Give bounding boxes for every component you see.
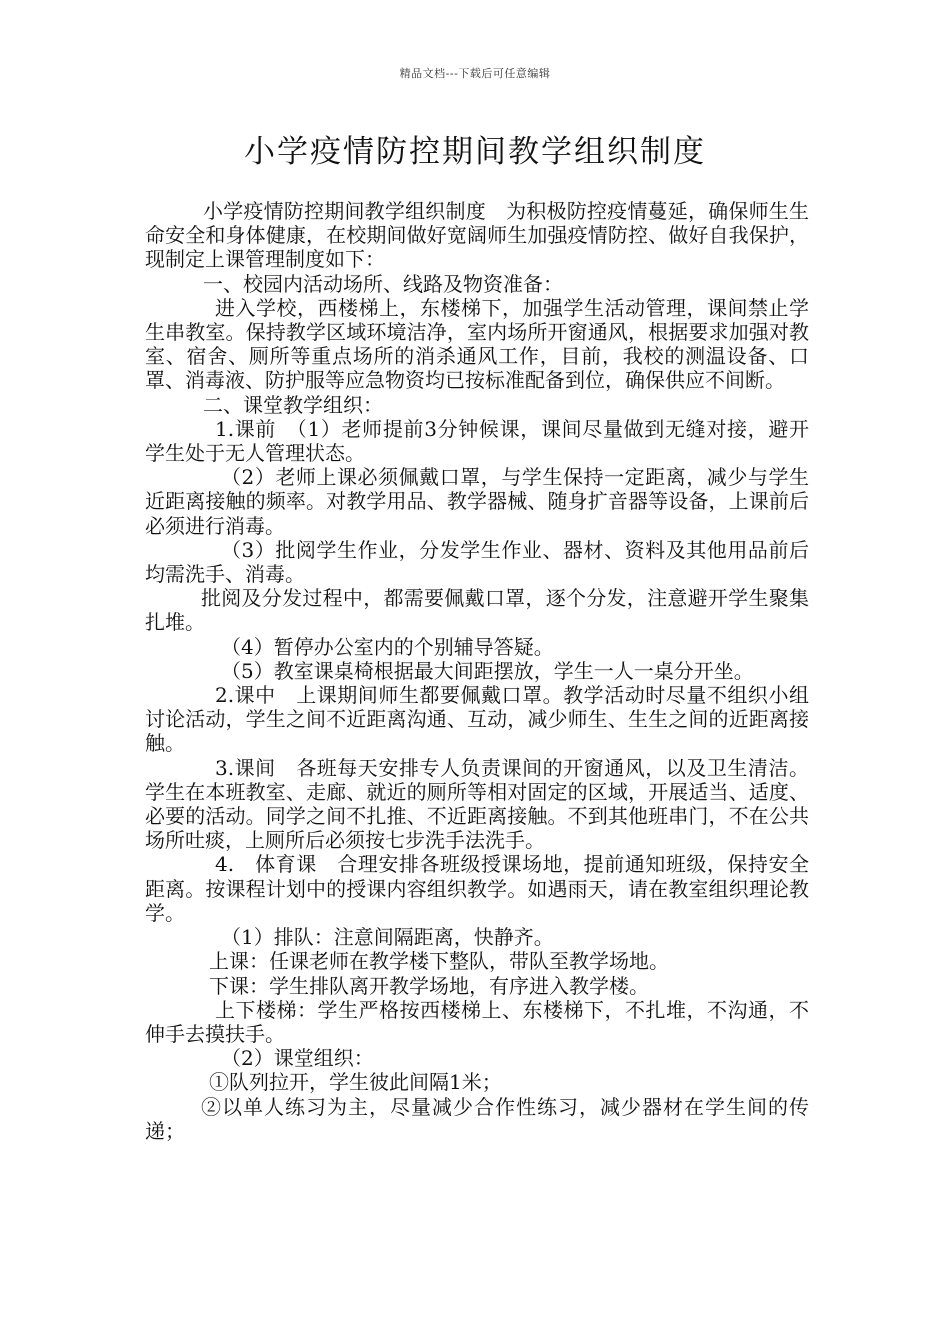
section-heading: 二、课堂教学组织： <box>203 392 383 417</box>
page-header-note: 精品文档---下载后可任意编辑 <box>399 67 551 80</box>
intro-paragraph: 小学疫情防控期间教学组织制度 为积极防控疫情蔓延，确保师生生命安全和身体健康，在校期间做好宽阔师生加强疫情防控、做好自我保护，现制定上课管理制度如下： <box>145 199 809 272</box>
paragraph: （3）批阅学生作业，分发学生作业、器材、资料及其他用品前后均需洗手、消毒。 <box>145 537 809 587</box>
paragraph: 3.课间 各班每天安排专人负责课间的开窗通风，以及卫生清洁。学生在本班教室、走廊、就近的厕所等相对固定的区域，开展适当、适度、必要的活动。同学之间不扎推、不近距离接触。不到其他班串门，不在公共场所吐痰，上厕所后必须按七步洗手法洗手。 <box>145 755 809 853</box>
paragraph: ①队列拉开，学生彼此间隔1米； <box>209 1070 502 1095</box>
paragraph: （5）教室课桌椅根据最大间距摆放，学生一人一桌分开坐。 <box>221 658 754 683</box>
paragraph: 2.课中 上课期间师生都要佩戴口罩。教学活动时尽量不组织小组讨论活动，学生之间不近距离沟通、互动，减少师生、生生之间的近距离接触。 <box>145 683 809 756</box>
paragraph: （2）老师上课必须佩戴口罩，与学生保持一定距离，减少与学生近距离接触的频率。对教学用品、教学器械、随身扩音器等设备，上课前后必须进行消毒。 <box>145 465 809 538</box>
paragraph: 上课：任课老师在教学楼下整队，带队至教学场地。 <box>209 949 669 974</box>
paragraph: 批阅及分发过程中，都需要佩戴口罩，逐个分发，注意避开学生聚集扎堆。 <box>145 586 809 635</box>
document-body <box>145 199 809 1143</box>
paragraph: 上下楼梯：学生严格按西楼梯上、东楼梯下，不扎堆，不沟通，不伸手去摸扶手。 <box>145 997 809 1046</box>
document-title: 小学疫情防控期间教学组织制度 <box>244 134 706 170</box>
paragraph: 4. 体育课 合理安排各班级授课场地，提前通知班级，保持安全距离。按课程计划中的授课内容组织教学。如遇雨天，请在教室组织理论教学。 <box>145 852 809 925</box>
section-heading: 一、校园内活动场所、线路及物资准备： <box>203 271 563 296</box>
paragraph: 进入学校，西楼梯上，东楼梯下，加强学生活动管理，课间禁止学生串教室。保持教学区域环境洁净，室内场所开窗通风，根据要求加强对教室、宿舍、厕所等重点场所的消杀通风工作，目前，我校的测温设备、口罩、消毒液、防护服等应急物资均已按标准配备到位，确保供应不间断。 <box>145 295 809 393</box>
paragraph: ②以单人练习为主，尽量减少合作性练习，减少器材在学生间的传递； <box>145 1094 809 1143</box>
paragraph: （2）课堂组织： <box>221 1046 374 1071</box>
paragraph: 1.课前 （1）老师提前3分钟候课，课间尽量做到无缝对接，避开学生处于无人管理状态。 <box>145 416 809 466</box>
paragraph: （1）排队：注意间隔距离，快静齐。 <box>221 925 554 950</box>
paragraph: （4）暂停办公室内的个别辅导答疑。 <box>221 634 554 659</box>
paragraph: 下课：学生排队离开教学场地，有序进入教学楼。 <box>209 973 649 998</box>
